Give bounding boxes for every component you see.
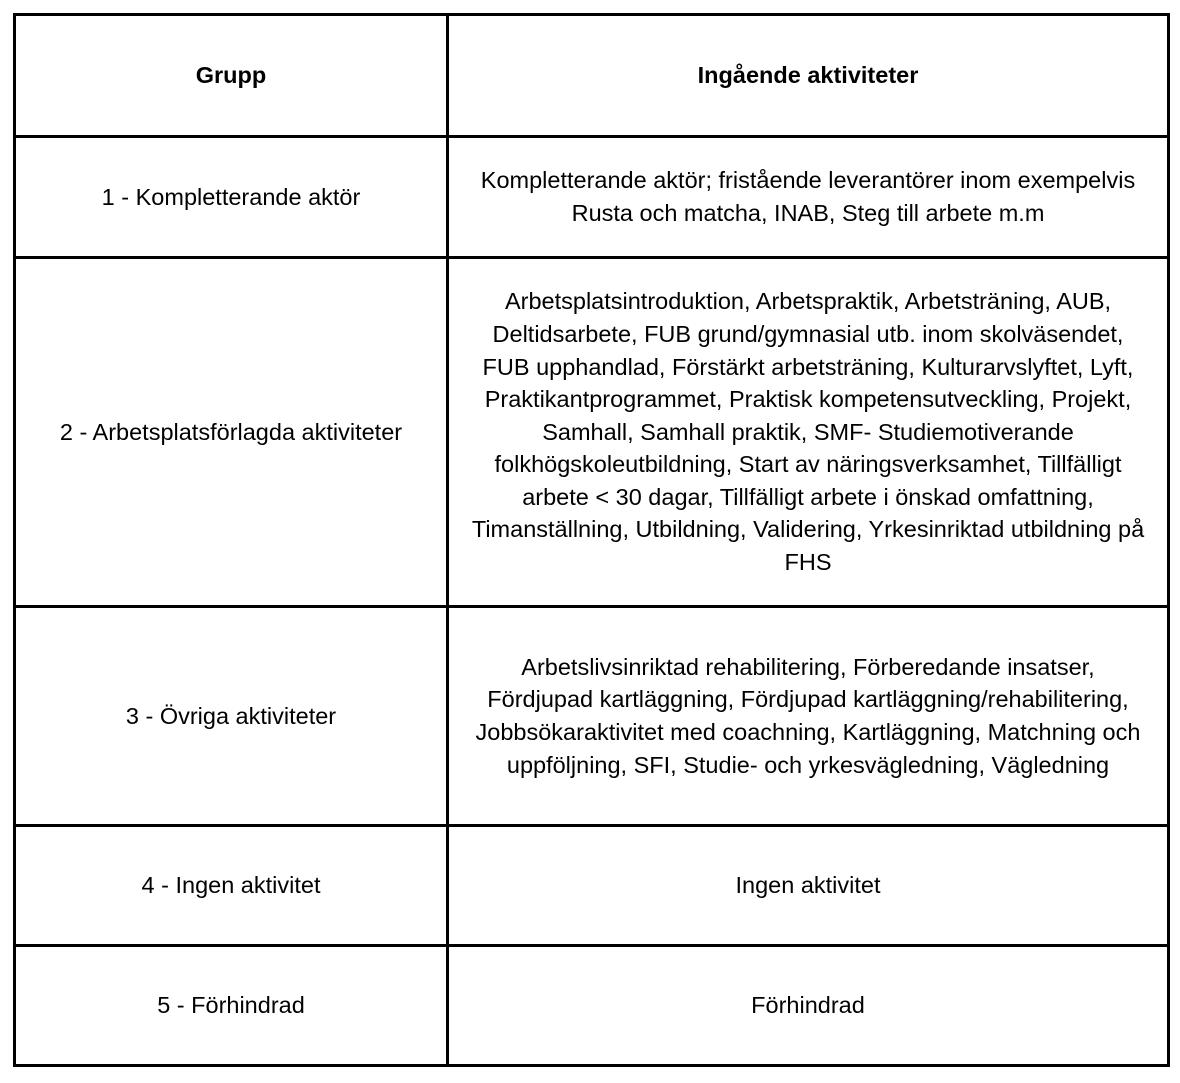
activities-cell: Förhindrad <box>448 946 1169 1066</box>
table-row <box>15 607 1169 826</box>
group-cell: 4 - Ingen aktivitet <box>15 826 448 946</box>
group-cell: 2 - Arbetsplatsförlagda aktiviteter <box>15 258 448 607</box>
table-row <box>15 258 1169 607</box>
group-cell: 5 - Förhindrad <box>15 946 448 1066</box>
group-cell: 3 - Övriga aktiviteter <box>15 607 448 826</box>
table-header-row <box>15 15 1169 137</box>
activities-cell: Kompletterande aktör; fristående leverantörer inom exempelvis Rusta och matcha, INAB, Steg till arbete m.m <box>448 137 1169 258</box>
table-row <box>15 826 1169 946</box>
header-group: Grupp <box>15 15 448 137</box>
activities-cell: Ingen aktivitet <box>448 826 1169 946</box>
group-cell: 1 - Kompletterande aktör <box>15 137 448 258</box>
header-activities: Ingående aktiviteter <box>448 15 1169 137</box>
table-row <box>15 946 1169 1066</box>
activity-group-table <box>13 13 1170 1067</box>
activities-cell: Arbetsplatsintroduktion, Arbetspraktik, Arbetsträning, AUB, Deltidsarbete, FUB grund/gymnasial utb. inom skolväsendet, FUB upphandlad, Förstärkt arbetsträning, Kulturarvslyftet, Lyft, Praktikantprogrammet, Praktisk kompetensutveckling, Projekt, Samhall, Samhall praktik, SMF- Studiemotiverande folkhögskoleutbildning, Start av näringsverksamhet, Tillfälligt arbete < 30 dagar, Tillfälligt arbete i önskad omfattning, Timanställning, Utbildning, Validering, Yrkesinriktad utbildning på FHS <box>448 258 1169 607</box>
table-row <box>15 137 1169 258</box>
activities-cell: Arbetslivsinriktad rehabilitering, Förberedande insatser, Fördjupad kartläggning, Fördjupad kartläggning/rehabilitering, Jobbsökaraktivitet med coachning, Kartläggning, Matchning och uppföljning, SFI, Studie- och yrkesvägledning, Vägledning <box>448 607 1169 826</box>
